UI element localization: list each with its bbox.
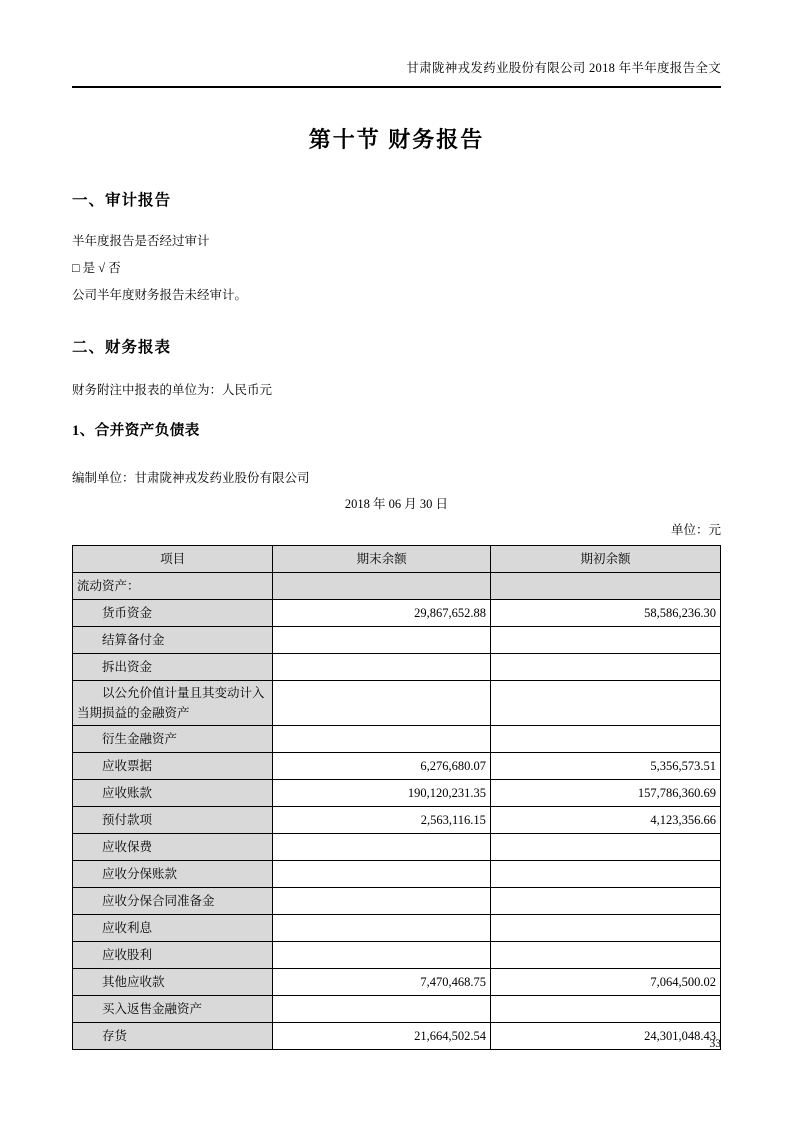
statements-section-heading: 二、财务报表: [72, 339, 172, 356]
column-header-beginning-balance: 期初余额: [490, 546, 720, 573]
ending-balance-cell: [273, 888, 491, 915]
beginning-balance-cell: 157,786,360.69: [490, 780, 720, 807]
ending-balance-cell: [273, 627, 491, 654]
beginning-balance-cell: [490, 573, 720, 600]
balance-sheet-subheading: 1、合并资产负债表: [72, 423, 200, 439]
item-label-cell: 流动资产：: [73, 573, 273, 600]
item-label-cell: 应收保费: [73, 834, 273, 861]
beginning-balance-cell: 58,586,236.30: [490, 600, 720, 627]
audit-note: 公司半年度财务报告未经审计。: [72, 288, 248, 302]
item-label-cell: 货币资金: [73, 600, 273, 627]
item-label-cell: 应收股利: [73, 942, 273, 969]
ending-balance-cell: [273, 726, 491, 753]
balance-sheet-body: [73, 573, 721, 1050]
item-label-cell: 应收利息: [73, 915, 273, 942]
statements-unit-note: 财务附注中报表的单位为：人民币元: [72, 383, 273, 397]
ending-balance-cell: [273, 915, 491, 942]
beginning-balance-cell: [490, 942, 720, 969]
beginning-balance-cell: [490, 654, 720, 681]
table-row: [73, 627, 721, 654]
item-label-cell: 存货: [73, 1023, 273, 1050]
beginning-balance-cell: [490, 861, 720, 888]
beginning-balance-cell: 5,356,573.51: [490, 753, 720, 780]
table-row: [73, 969, 721, 996]
table-row: [73, 681, 721, 726]
ending-balance-cell: 21,664,502.54: [273, 1023, 491, 1050]
ending-balance-cell: [273, 573, 491, 600]
item-label-cell: 买入返售金融资产: [73, 996, 273, 1023]
ending-balance-cell: [273, 942, 491, 969]
table-row: [73, 807, 721, 834]
column-header-ending-balance: 期末余额: [273, 546, 491, 573]
table-row: [73, 834, 721, 861]
item-label-cell: 应收票据: [73, 753, 273, 780]
beginning-balance-cell: [490, 627, 720, 654]
beginning-balance-cell: 7,064,500.02: [490, 969, 720, 996]
beginning-balance-cell: [490, 726, 720, 753]
audit-question: 半年度报告是否经过审计: [72, 234, 210, 248]
item-label-cell: 预付款项: [73, 807, 273, 834]
audit-section-heading: 一、审计报告: [72, 192, 172, 209]
ending-balance-cell: [273, 654, 491, 681]
ending-balance-cell: [273, 681, 491, 726]
beginning-balance-cell: [490, 888, 720, 915]
beginning-balance-cell: [490, 834, 720, 861]
beginning-balance-cell: 24,301,048.43: [490, 1023, 720, 1050]
balance-sheet-table: [72, 545, 721, 1050]
table-row: [73, 726, 721, 753]
page-number: 33: [709, 1038, 721, 1050]
table-row: [73, 888, 721, 915]
beginning-balance-cell: [490, 996, 720, 1023]
report-date: 2018 年 06 月 30 日: [344, 497, 449, 511]
table-row: [73, 753, 721, 780]
table-row: [73, 996, 721, 1023]
item-label-cell: 衍生金融资产: [73, 726, 273, 753]
beginning-balance-cell: [490, 681, 720, 726]
ending-balance-cell: [273, 834, 491, 861]
unit-label: 单位：元: [670, 523, 721, 537]
item-label-cell: 应收分保账款: [73, 861, 273, 888]
ending-balance-cell: 190,120,231.35: [273, 780, 491, 807]
item-label-cell: 应收分保合同准备金: [73, 888, 273, 915]
ending-balance-cell: 7,470,468.75: [273, 969, 491, 996]
table-row: [73, 1023, 721, 1050]
table-header-row: [73, 546, 721, 573]
table-row: [73, 600, 721, 627]
running-header: 甘肃陇神戎发药业股份有限公司 2018 年半年度报告全文: [72, 0, 721, 88]
beginning-balance-cell: 4,123,356.66: [490, 807, 720, 834]
beginning-balance-cell: [490, 915, 720, 942]
item-label-cell: 结算备付金: [73, 627, 273, 654]
item-label-cell: 拆出资金: [73, 654, 273, 681]
item-label-cell: 以公允价值计量且其变动计入当期损益的金融资产: [73, 681, 273, 726]
audit-answer-checkboxes: □ 是 √ 否: [72, 261, 121, 275]
prepared-by-line: 编制单位：甘肃陇神戎发药业股份有限公司: [72, 471, 310, 485]
ending-balance-cell: [273, 996, 491, 1023]
table-row: [73, 861, 721, 888]
item-label-cell: 其他应收款: [73, 969, 273, 996]
table-row: [73, 915, 721, 942]
ending-balance-cell: 29,867,652.88: [273, 600, 491, 627]
ending-balance-cell: 6,276,680.07: [273, 753, 491, 780]
table-row: [73, 942, 721, 969]
ending-balance-cell: 2,563,116.15: [273, 807, 491, 834]
table-row: [73, 573, 721, 600]
page-title: 第十节 财务报告: [308, 127, 485, 152]
table-row: [73, 654, 721, 681]
item-label-cell: 应收账款: [73, 780, 273, 807]
page-content: [72, 0, 721, 1050]
table-row: [73, 780, 721, 807]
ending-balance-cell: [273, 861, 491, 888]
column-header-item: 项目: [73, 546, 273, 573]
